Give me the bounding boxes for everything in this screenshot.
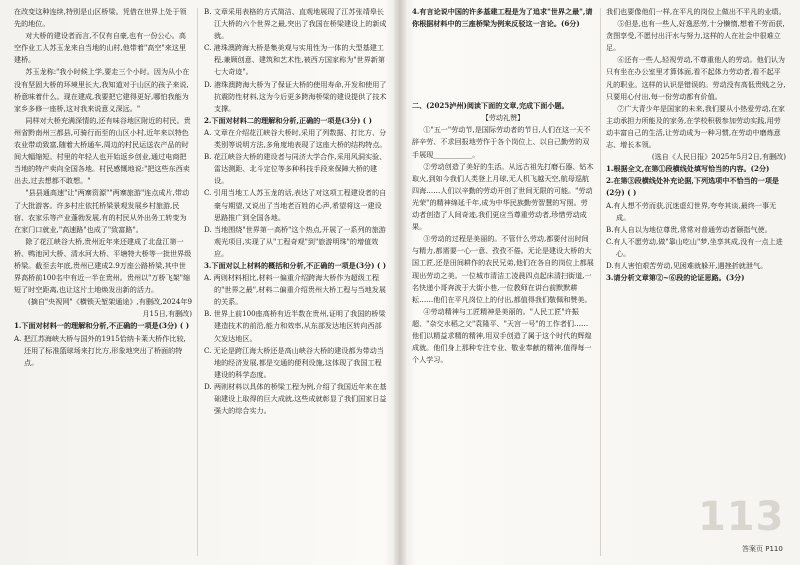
option-d: D. 当地围绕"世界第一高桥"这个热点,开展了一系列的旅游观光项目,实现了从"工程奇观"到"旅游明珠"的增值效应。 (204, 224, 386, 258)
column-divider (197, 8, 198, 556)
option-b: B. 花江峡谷大桥的建设者与同济大学合作,采用风洞实验、雷达测距、北斗定位等多种科技手段来保障大桥的建设。 (204, 152, 387, 186)
paragraph: 在改变这种连续,特别是山区桥梁。凭借在世界上处于领先的地位。 (14, 7, 187, 29)
page-number: 113 (698, 494, 785, 540)
question-2: 2.下面对材料二的理解和分析,正确的一项是(3分) ( ) (204, 115, 372, 125)
column-divider (600, 8, 601, 556)
answer-page-reference: 答案页 P110 (742, 545, 783, 553)
question-3: 3.请分析文章第②~⑥段的论证思路。(3分) (606, 273, 745, 283)
option-b: B. 文章采用表格的方式简洁、直观地展现了江苏张靖皋长江大桥的六个世界之最,突出了我国在桥梁建设上的新成就。 (204, 7, 387, 41)
option-c: C. 引用当地工人苏玉龙的话,表达了对这项工程建设者的自豪与期望,又说出了当地老百姓的心声,希望将这一建设思路推广到全国各地。 (204, 188, 387, 222)
right-page-column-1 (412, 6, 594, 366)
option-a: A. 把江苏海峡大桥与国外的1915恰纳卡莱大桥作比较,还用了标准篮球场来打比方,形象地突出了桥面的特点。 (14, 333, 186, 367)
paragraph: ④劳动精神与工匠精神是美丽的。"人民工匠"许振超、"杂交水稻之父"袁隆平、"天宫一号"的工作者们……他们以精益求精的精神,用双手创造了属于这个时代的辉煌成就。他们身上那种专注专业、敬业奉献的精神,值得每一个人学习。 (412, 306, 592, 365)
paragraph: 除了花江峡谷大桥,贵州近年来还建成了北盘江第一桥、鸭池河大桥、清水河大桥、平塘特大桥等一批世界级桥梁。截至去年底,贵州已建成2.9万座公路桥梁,其中世界高桥前100名中有近一半在贵州。贵州以"万桥飞架"缩短了时空距离,也让这片土地焕发出新的活力。 (14, 236, 192, 295)
paragraph: 我们也要像他们一样,在平凡的岗位上做出不平凡的业绩。 (606, 7, 786, 16)
paragraph: 同样对大桥充满深情的,还有味谷地区附近的村民。贵州省黔南州三都县,可骑行而至的山区小村,近年来以特色农业带动致富,随着大桥通车,周边的村民运送农产品的时间大幅缩短。村里的年轻人也开始返乡创业,通过电商把当地的特产卖向全国各地。村民感慨地说:"把这些东西卖出去,过去想都不敢想。" (14, 115, 191, 186)
question-4: 4.有言论说中国的许多基建工程是为了追求"世界之最",请你根据材料中的三座桥梁为例来反驳这一言论。(6分) (412, 7, 593, 29)
option-a: A.有人想不劳而获,沉迷虚幻世界,夸夸其谈,最终一事无成。 (606, 200, 777, 222)
option-b: B.有人自以为地位尊贵,常常对普通劳动者颐指气使。 (606, 224, 772, 234)
book-gutter (394, 0, 406, 565)
option-d: D. 两则材料以具体的桥梁工程为例,介绍了我国近年来在基础建设上取得的巨大成就,这些成就彰显了我们国家日益强大的综合实力。 (204, 381, 387, 416)
option-c: C. 港珠澳跨海大桥是集美观与实用性为一体的大型基建工程,兼顾创意、建筑和艺术性,被西方国家称为"世界新第七大奇迹"。 (204, 43, 385, 77)
section-heading: 二、(2025泸州)阅读下面的文章,完成下面小题。 (412, 101, 569, 111)
source-citation: (选自《人民日报》2025年5月2日,有删改) (651, 152, 786, 162)
paragraph: ①"五一"劳动节,是国际劳动者的节日,人们在这一天不辞辛劳、不求回报地劳作于各个岗位上、以自己勤劳的双手展现___________。 (412, 125, 591, 159)
paragraph: ⑦广大青少年是国家的未来,我们要从小热爱劳动,在家主动承担力所能及的家务,在学校积极参加劳动实践,用劳动丰富自己的生活,让劳动成为一种习惯,在劳动中磨炼意志、增长本领。 (606, 103, 786, 150)
source-citation: (摘自"央视网"《横锁天堑架通途》,有删改,2024年9月15日,有删改) (27, 297, 192, 319)
left-page-column-2 (204, 6, 388, 417)
left-page-column-1 (14, 6, 192, 369)
answer-space[interactable] (412, 30, 594, 100)
paragraph: ②劳动创造了美好的生活。从远古祖先打磨石器、钻木取火,到如今我们人类登上月球,无人机飞越天空,航母巡航四海……人们以辛勤的劳动开创了世间无限的可能。"劳动光荣"的精神绵延千年,成为中华民族勤劳智慧的写照。劳动者创造了人间奇迹,我们更应当尊重劳动者,珍惜劳动成果。 (412, 161, 594, 232)
question-1: 1.下面对材料一的理解和分析,不正确的一项是(3分) ( ) (14, 321, 190, 331)
paragraph: ⑤但是,也有一些人,好逸恶劳,十分懒惰,想着不劳而获,贪图享受,不愿付出汗水与努力,这样的人在社会中很难立足。 (606, 19, 785, 53)
paragraph: 对大桥的建设者而言,不仅有自豪,也有一份公心。高空作业工人苏玉龙来自当地的山村,他带着"高空"来这里建桥。 (14, 31, 186, 65)
option-a: A. 文章在介绍花江峡谷大桥时,采用了列数据、打比方、分类别等说明方法,多角度地表现了这座大桥的结构特点。 (204, 127, 387, 150)
question-1: 1.根据全文,在第①段横线处填写恰当的内容。(2分) (606, 164, 770, 174)
question-3: 3.下面对以上材料的概括和分析,不正确的一项是(3分) ( ) (204, 260, 387, 270)
option-d: D.有人害怕艰苦劳动,见困难就躲开,遇挫折就泄气。 (606, 260, 768, 270)
paragraph: 苏玉龙称:"我小时候上学,要走三个小时。因为从小在没有坚固大桥的环境里长大,我知道对于山区的孩子来说,桥意味着什么。现在建成,我要把它建得更好,哪怕我能为家乡多修一座桥,这对我来说意义深远。" (14, 67, 190, 113)
option-b: B. 世界上前100座高桥有近半数在贵州,证明了我国的桥梁建造技术的前沿,能力和效率,从东部发达地区转向西部欠发达地区。 (204, 309, 386, 343)
right-page-column-2 (606, 6, 786, 284)
option-c: C. 无论是跨江海大桥还是高山峡谷大桥的建设都为带动当地的经济发展,都是交通的便利设施,这体现了我国工程建设的科学态度。 (204, 345, 384, 379)
option-d: D. 港珠澳跨海大桥为了保证大桥的使用寿命,开发和使用了抗震防性材料,这为今后更多跨海桥梁的建设提供了技术支撑。 (204, 79, 387, 113)
paragraph: ⑥还有一些人,轻视劳动,不尊重他人的劳动。他们认为只有坐在办公室里才算体面,看不起体力劳动者,看不起平凡的职业。这样的认识是错误的。劳动没有高低贵贱之分,只要用心付出,每一份劳动都有价值。 (606, 55, 786, 101)
article-title: 【劳动礼赞】 (481, 113, 525, 123)
option-a: A. 两则材料相比,材料一偏重介绍跨海大桥作为超级工程的"世界之最",材料二偏重介绍贵州大桥工程与当地发展的关系。 (204, 273, 386, 307)
question-2: 2.在第③段横线处补充论据,下列选项中不恰当的一项是(2分) ( ) (606, 176, 780, 198)
option-c: C.有人不愿劳动,做"靠山吃山"梦,坐享其成,没有一点上进心。 (606, 236, 783, 258)
paragraph: "县县通高速"让"两寨资源""两寨旅游"连点成片,带动了大批游客。许多村庄依托桥梁景观发展乡村旅游,民宿、农家乐等产业蓬勃发展,有的村民从外出务工转变为在家门口就业,"高速路"也成了"致富路"。 (14, 188, 190, 234)
paragraph: ③劳动的过程是美丽的。不管什么劳动,都要付出时间与精力,都需要一心一意、孜孜不倦。无论是建设大桥的大国工匠,还是田间耕作的农民兄弟,他们在各自的岗位上都展现出劳动之美。一位城市清洁工凌晨四点起床清扫街道,一名快递小哥奔波于大街小巷,一位教师在讲台前默默耕耘……他们在平凡岗位上的付出,都值得我们敬佩和赞美。 (412, 234, 594, 304)
